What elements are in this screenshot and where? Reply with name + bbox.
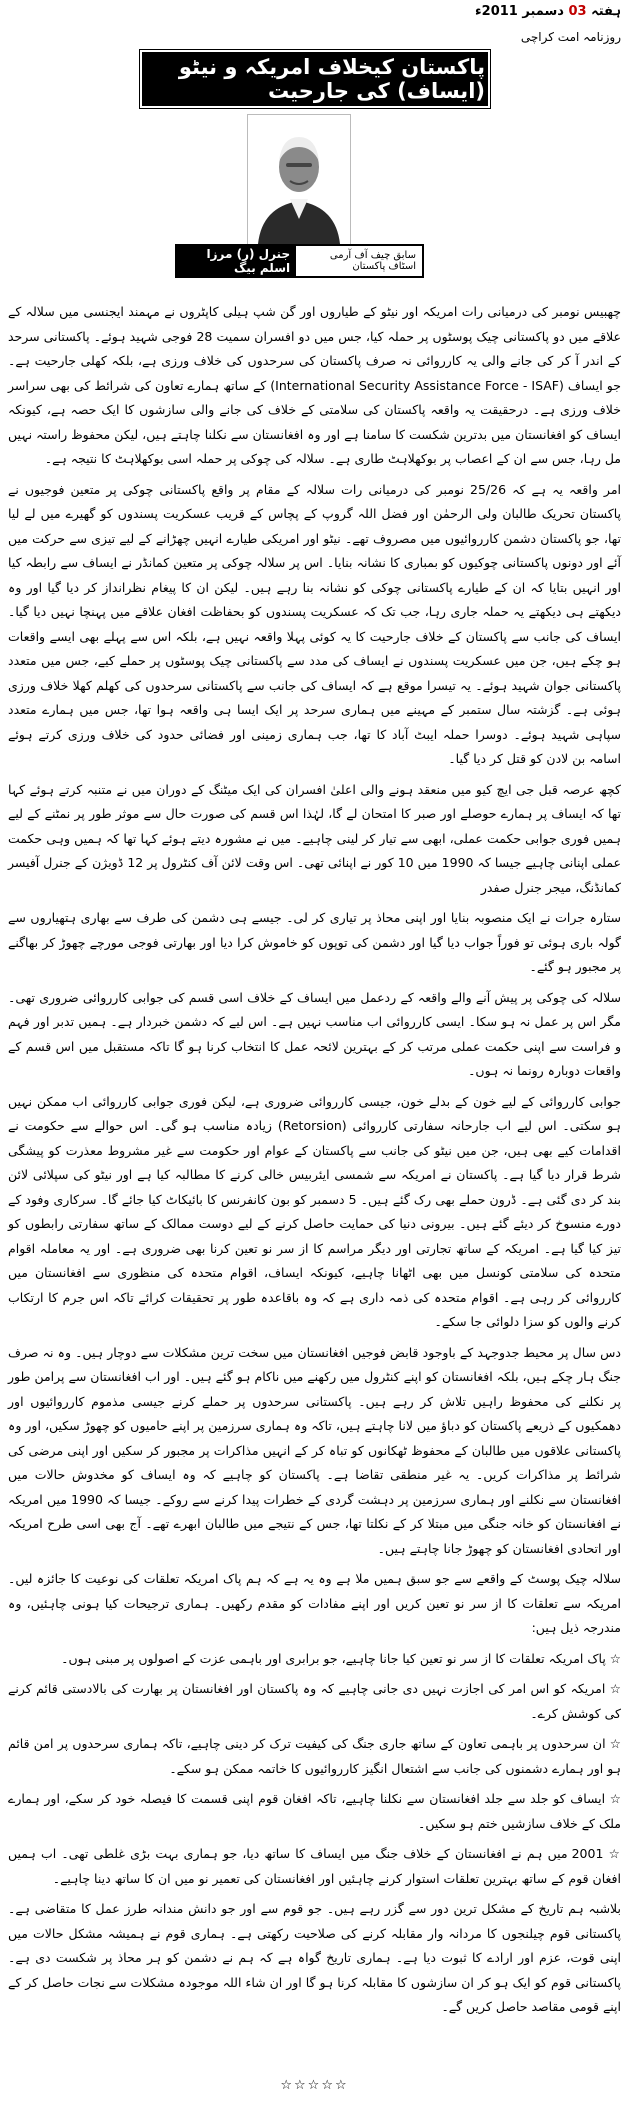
paragraph: ستارہ جرات نے ایک منصوبہ بنایا اور اپنی محاذ پر تیاری کر لی۔ جیسے ہی دشمن کی طرف سے بھاری ہتھیاروں سے گولہ باری ہوئی تو فوراً جواب دیا گیا اور دشمن کی توپوں کو خاموش کرا دیا اور بھارتی فوجی مورچے چھوڑ کر بھاگنے پر مجبور ہو گئے۔ bbox=[8, 910, 621, 974]
author-byline bbox=[175, 244, 424, 278]
paragraph: سلالہ چیک پوسٹ کے واقعے سے جو سبق ہمیں ملا ہے وہ یہ ہے کہ ہم پاک امریکہ تعلقات کی نوعیت کا جائزہ لیں۔ امریکہ سے تعلقات کا از سر نو تعین کریں اور اپنے مفادات کو مقدم رکھیں۔ ہماری ترجیحات کیا ہونی چاہئیں، وہ مندرجہ ذیل ہیں: bbox=[8, 1571, 621, 1635]
end-marker-stars: ☆☆☆☆☆ bbox=[280, 2078, 349, 2093]
bullet-point: ☆ ان سرحدوں پر باہمی تعاون کے ساتھ جاری جنگ کی کیفیت ترک کر دینی چاہیے، تاکہ ہماری سرحدوں پر امن قائم ہو اور ہمارے دشمنوں کی جانب سے اشتعال انگیز کارروائیوں کا خاتمہ ممکن ہو سکے۔ bbox=[8, 1736, 621, 1776]
paragraph: جوابی کارروائی کے لیے خون کے بدلے خون، جیسی کارروائی ضروری ہے، لیکن فوری جوابی کارروائی اب ممکن نہیں ہو سکتی۔ اس لیے اب جارحانہ سفارتی کارروائی (Retorsion) زیادہ مناسب ہو گی۔ اس حوالے سے حکومت نے اقدامات کیے بھی ہیں، جن میں نیٹو کی جانب سے پاکستان کے عوام اور حکومت سے غیر مشروط معذرت کو پیشگی شرط قرار دیا گیا ہے۔ پاکستان نے امریکہ سے شمسی ایئربیس خالی کرنے کا مطالبہ کیا ہے اور نیٹو کی سپلائی لائن بند کر دی گئی ہے۔ ڈرون حملے بھی رک گئے ہیں۔ 5 دسمبر کو بون کانفرنس کا بائیکاٹ کیا جائے گا۔ سرکاری وفود کے دورے منسوخ کر دیئے گئے ہیں۔ بیرونی دنیا کی حمایت حاصل کرنے کے لیے دوست ممالک کے ساتھ سفارتی رابطوں کو تیز کیا گیا ہے۔ امریکہ کے ساتھ تجارتی اور دیگر مراسم کا از سر نو تعین کرنا بھی ضروری ہے۔ اور یہ معاملہ اقوام متحدہ کی سلامتی کونسل میں بھی اٹھانا چاہیے، کیونکہ ایساف، اقوام متحدہ کی منظوری سے افغانستان میں کارروائی کر رہی ہے۔ اقوام متحدہ کی ذمہ داری ہے کہ وہ باقاعدہ طور پر تحقیقات کرائے تاکہ اس جرم کا ارتکاب کرنے والوں کو سزا دلوائی جا سکے۔ bbox=[8, 1093, 621, 1329]
date-number: 03 bbox=[568, 4, 587, 19]
author-role: سابق چیف آف آرمی اسٹاف پاکستان bbox=[329, 250, 416, 272]
paragraph: کچھ عرصہ قبل جی ایچ کیو میں منعقد ہونے والی اعلیٰ افسران کی ایک میٹنگ کے دوران میں نے متنبہ کرتے ہوئے کہا تھا کہ ایساف پر ہمارے حوصلے اور صبر کا امتحان لے گا، لہٰذا اس قسم کی صورت حال سے موثر طور پر نمٹنے کے لیے ہمیں فوری جوابی حکمت عملی، ابھی سے تیار کر لینی چاہیے۔ میں نے مشورہ دیتے ہوئے کہا تھا کہ ہمیں وہی حکمت عملی اپنانی چاہیے جیسا کہ 1990 میں 10 کور نے اپنائی تھی۔ اس وقت لائن آف کنٹرول پر 12 ڈویژن کے جنرل آفیسر کمانڈنگ، میجر جنرل صفدر bbox=[8, 781, 622, 895]
author-name: جنرل (ر) مرزا اسلم بیگ bbox=[177, 245, 296, 277]
publication-name: روزنامہ امت کراچی bbox=[520, 30, 621, 44]
bullet-point: ☆ امریکہ کو اس امر کی اجازت نہیں دی جانی چاہیے کہ وہ پاکستان اور افغانستان پر بھارت کی بالادستی قائم کرنے کی کوشش کرے۔ bbox=[8, 1681, 621, 1721]
paragraph: دس سال پر محیط جدوجہد کے باوجود قابض فوجیں افغانستان میں سخت ترین مشکلات سے دوچار ہیں۔ وہ نہ صرف جنگ ہار چکے ہیں، بلکہ افغانستان کو اپنے کنٹرول میں رکھنے میں ناکام ہو گئے ہیں۔ اور اب افغانستان سے پرامن طور پر نکلنے کی محفوظ راہیں تلاش کر رہے ہیں۔ پاکستانی سرحدوں پر حملے کرنے جیسی مذموم کارروائیوں اور دھمکیوں کے ذریعے پاکستان کو دباؤ میں لانا چاہتے ہیں، تاکہ وہ ہماری سرزمین پر اپنے حامیوں کو چھوڑ سکیں، اور وہ پاکستانی علاقوں میں طالبان کے محفوظ ٹھکانوں کو تباہ کر کے انہیں مذاکرات پر مجبور کر سکیں اور اپنی مرضی کی شرائط پر مذاکرات کریں۔ یہ غیر منطقی تقاضا ہے۔ پاکستان کو چاہیے کہ وہ ایساف کو مخدوش حالات میں افغانستان سے نکلنے اور ہماری سرزمین پر دہشت گردی کے خطرات پیدا کرنے سے روکے۔ جیسا کہ 1990 میں امریکہ نے افغانستان کو خانہ جنگی میں مبتلا کر کے نکلتا تھا، جس کے نتیجے میں طالبان ابھرے تھے۔ آج بھی اسی طرح امریکہ اور اتحادی افغانستان کو چھوڑ جانا چاہتے ہیں۔ bbox=[8, 1344, 621, 1556]
paragraph: بلاشبہ ہم تاریخ کے مشکل ترین دور سے گزر رہے ہیں۔ جو قوم سے اور جو دانش مندانہ طرز عمل کا متقاضی ہے۔ پاکستانی قوم چیلنجوں کا مردانہ وار مقابلہ کرنے کی صلاحیت رکھتی ہے۔ ہماری قوم نے ہمیشہ مشکل حالات میں اپنی قوت، عزم اور ارادے کا ثبوت دیا ہے۔ ہماری تاریخ گواہ ہے کہ ہم نے دشمن کو ہر محاذ پر شکست دی ہے۔ پاکستانی قوم کو ایک ہو کر ان سازشوں کا مقابلہ کرنا ہو گا اور ان شاء اللہ موجودہ مشکلات سے نجات حاصل کر کے اپنے قومی مقاصد حاصل کریں گے۔ bbox=[8, 1901, 621, 2014]
date-day: ہفتہ bbox=[591, 4, 621, 19]
article-body bbox=[8, 300, 621, 2026]
date-month-year: دسمبر 2011ء bbox=[475, 4, 564, 19]
bullet-point: ☆ پاک امریکہ تعلقات کا از سر نو تعین کیا جانا چاہیے، جو برابری اور باہمی عزت کے اصولوں پر مبنی ہوں۔ bbox=[61, 1650, 621, 1666]
paragraph: چھبیس نومبر کی درمیانی رات امریکہ اور نیٹو کے طیاروں اور گن شپ ہیلی کاپٹروں نے مہمند ایجنسی میں سلالہ کے علاقے میں دو پاکستانی چیک پوسٹوں پر حملہ کیا، جس میں دو افسران سمیت 28 فوجی شہید ہوئے۔ پاکستانی سرحد کے اندر آ کر کی جانے والی یہ کارروائی نہ صرف پاکستان کی سرحدوں کی خلاف ورزی ہے، بلکہ کھلی جارحیت ہے۔ جو ایساف (International Security Assistance Force - ISAF) کے ساتھ ہمارے تعاون کی شرائط کی بھی سراسر خلاف ورزی ہے۔ درحقیقت یہ واقعہ پاکستان کی سلامتی کے خلاف کی جانے والی سازشوں کا ایک حصہ ہے، کیونکہ ایساف کو افغانستان میں بدترین شکست کا سامنا ہے اور وہ افغانستان سے نکلنا چاہتے ہیں، لیکن محفوظ راستہ نہیں مل رہا، جس سے ان کے اعصاب پر بوکھلاہٹ طاری ہے۔ سلالہ کی چوکی پر حملہ اسی بوکھلاہٹ کا نتیجہ ہے۔ bbox=[8, 304, 621, 466]
author-portrait bbox=[247, 114, 351, 245]
publication-date bbox=[475, 4, 621, 19]
paragraph: سلالہ کی چوکی پر پیش آنے والے واقعہ کے ردعمل میں ایساف کے خلاف اسی قسم کی جوابی کارروائی ضروری تھی۔ مگر اس پر عمل نہ ہو سکا۔ ایسی کارروائی اب مناسب نہیں ہے۔ اس لیے کہ دشمن خبردار ہے۔ ہمیں تدبر اور فہم و فراست سے اپنی حکمت عملی مرتب کر کے بہترین لائحہ عمل کا انتخاب کرنا ہو گا تاکہ مستقبل میں اس قسم کے واقعات دوبارہ رونما نہ ہوں۔ bbox=[8, 989, 621, 1078]
paragraph: امر واقعہ یہ ہے کہ 25/26 نومبر کی درمیانی رات سلالہ کے مقام پر واقع پاکستانی چوکی پر متعین فوجیوں نے پاکستان تحریک طالبان ولی الرحمٰن اور فضل اللہ گروپ کے پچاس کے قریب عسکریت پسندوں کو گھیرے میں لے لیا تھا، جو پاکستان دشمن کارروائیوں میں مصروف تھے۔ نیٹو اور امریکی طیارے انہیں چھڑانے کے لیے تیزی سے حرکت میں آئے اور دونوں پاکستانی چوکیوں کو بمباری کا نشانہ بنایا۔ اس پر سلالہ چوکی پر متعین کمانڈر نے ایساف سے رابطہ کیا اور انہیں بتایا کہ ان کے طیارے پاکستانی چوکی کو نشانہ بنا رہے ہیں۔ لیکن ان کا پیغام نظرانداز کر دیا گیا اور وہ دیکھتے ہی دیکھتے یہ حملہ جاری رہا، جب تک کہ عسکریت پسندوں کو بحفاظت افغان علاقے میں پہنچا نہیں دیا گیا۔ ایساف کی جانب سے پاکستان کے خلاف جارحیت کا یہ کوئی پہلا واقعہ نہیں ہے، بلکہ اس سے پہلے بھی ایسے واقعات ہو چکے ہیں، جن میں عسکریت پسندوں نے ایساف کی مدد سے پاکستانی چیک پوسٹوں پر حملے کیے، جس میں متعدد پاکستانی جوان شہید ہوئے۔ یہ تیسرا موقع ہے کہ ایساف کی جانب سے پاکستانی سرحدوں کی کھلم کھلا خلاف ورزی ہوئی ہے۔ گزشتہ سال ستمبر کے مہینے میں ہماری سرحد پر ایک ایسا ہی واقعہ ہوا تھا، جس میں ہمارے متعدد سپاہی شہید ہوئے۔ دوسرا حملہ ایبٹ آباد کا تھا، جب ہماری زمینی اور فضائی حدود کی خلاف ورزی کرتے ہوئے اسامہ بن لادن کو قتل کر دیا گیا۔ bbox=[8, 481, 622, 766]
bullet-point: ☆ 2001 میں ہم نے افغانستان کے خلاف جنگ میں ایساف کا ساتھ دیا، جو ہماری بہت بڑی غلطی تھی۔ اب ہمیں افغان قوم کے ساتھ بہترین تعلقات استوار کرنے چاہئیں اور افغانستان کی تعمیر نو میں ان کا ساتھ دینا چاہیے۔ bbox=[8, 1846, 621, 1886]
article-title: پاکستان کیخلاف امریکہ و نیٹو (ایساف) کی جارحیت bbox=[142, 52, 488, 106]
bullet-point: ☆ ایساف کو جلد سے جلد افغانستان سے نکلنا چاہیے، تاکہ افغان قوم اپنی قسمت کا فیصلہ خود کر سکے، اور ہمارے ملک کے خلاف سازشیں ختم ہو سکیں۔ bbox=[8, 1791, 621, 1831]
